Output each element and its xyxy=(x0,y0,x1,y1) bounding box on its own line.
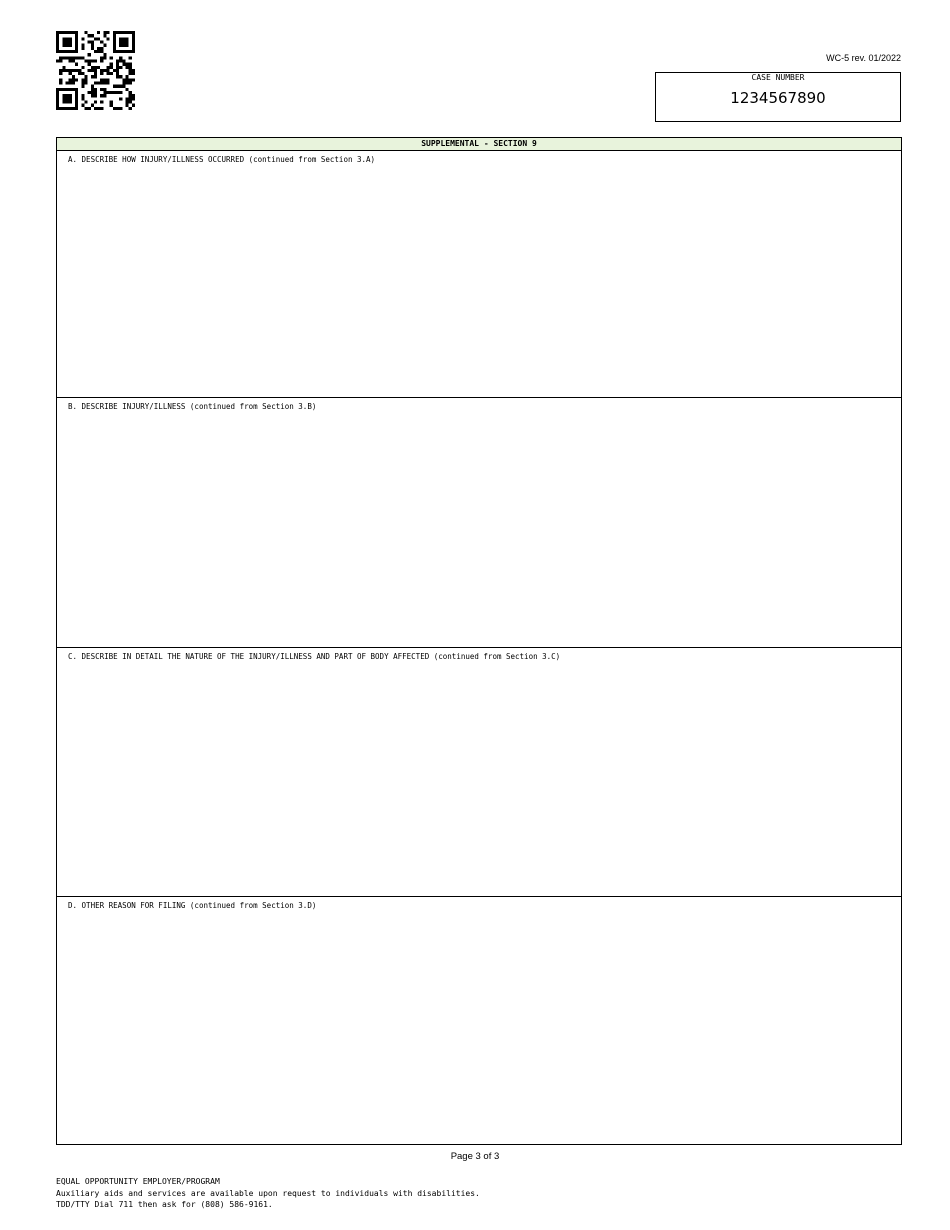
field-other-reason[interactable] xyxy=(57,897,901,1145)
footer xyxy=(56,1176,480,1211)
section-title: SUPPLEMENTAL - SECTION 9 xyxy=(57,138,901,151)
form-revision: WC-5 rev. 01/2022 xyxy=(826,53,901,63)
field-label-a: A. DESCRIBE HOW INJURY/ILLNESS OCCURRED (continued from Section 3.A) xyxy=(68,155,376,164)
footer-line: EQUAL OPPORTUNITY EMPLOYER/PROGRAM xyxy=(56,1177,220,1186)
case-number-box xyxy=(655,72,901,122)
page-number: Page 3 of 3 xyxy=(450,1151,500,1162)
field-label-d: D. OTHER REASON FOR FILING (continued from Section 3.D) xyxy=(68,901,317,910)
supplemental-section xyxy=(56,137,902,1145)
field-nature-of-injury[interactable] xyxy=(57,648,901,897)
footer-line: TDD/TTY Dial 711 then ask for (808) 586-9161. xyxy=(56,1200,273,1209)
footer-line: Auxiliary aids and services are available upon request to individuals with disabilities. xyxy=(56,1188,480,1198)
field-label-b: B. DESCRIBE INJURY/ILLNESS (continued from Section 3.B) xyxy=(68,402,317,411)
field-how-occurred[interactable] xyxy=(57,151,901,398)
case-number-label: CASE NUMBER xyxy=(751,73,805,82)
case-number-value: 1234567890 xyxy=(730,89,826,107)
field-describe-injury[interactable] xyxy=(57,398,901,648)
field-label-c: C. DESCRIBE IN DETAIL THE NATURE OF THE INJURY/ILLNESS AND PART OF BODY AFFECTED (continued from Section 3.C) xyxy=(68,652,561,661)
qr-code-icon xyxy=(56,31,135,110)
